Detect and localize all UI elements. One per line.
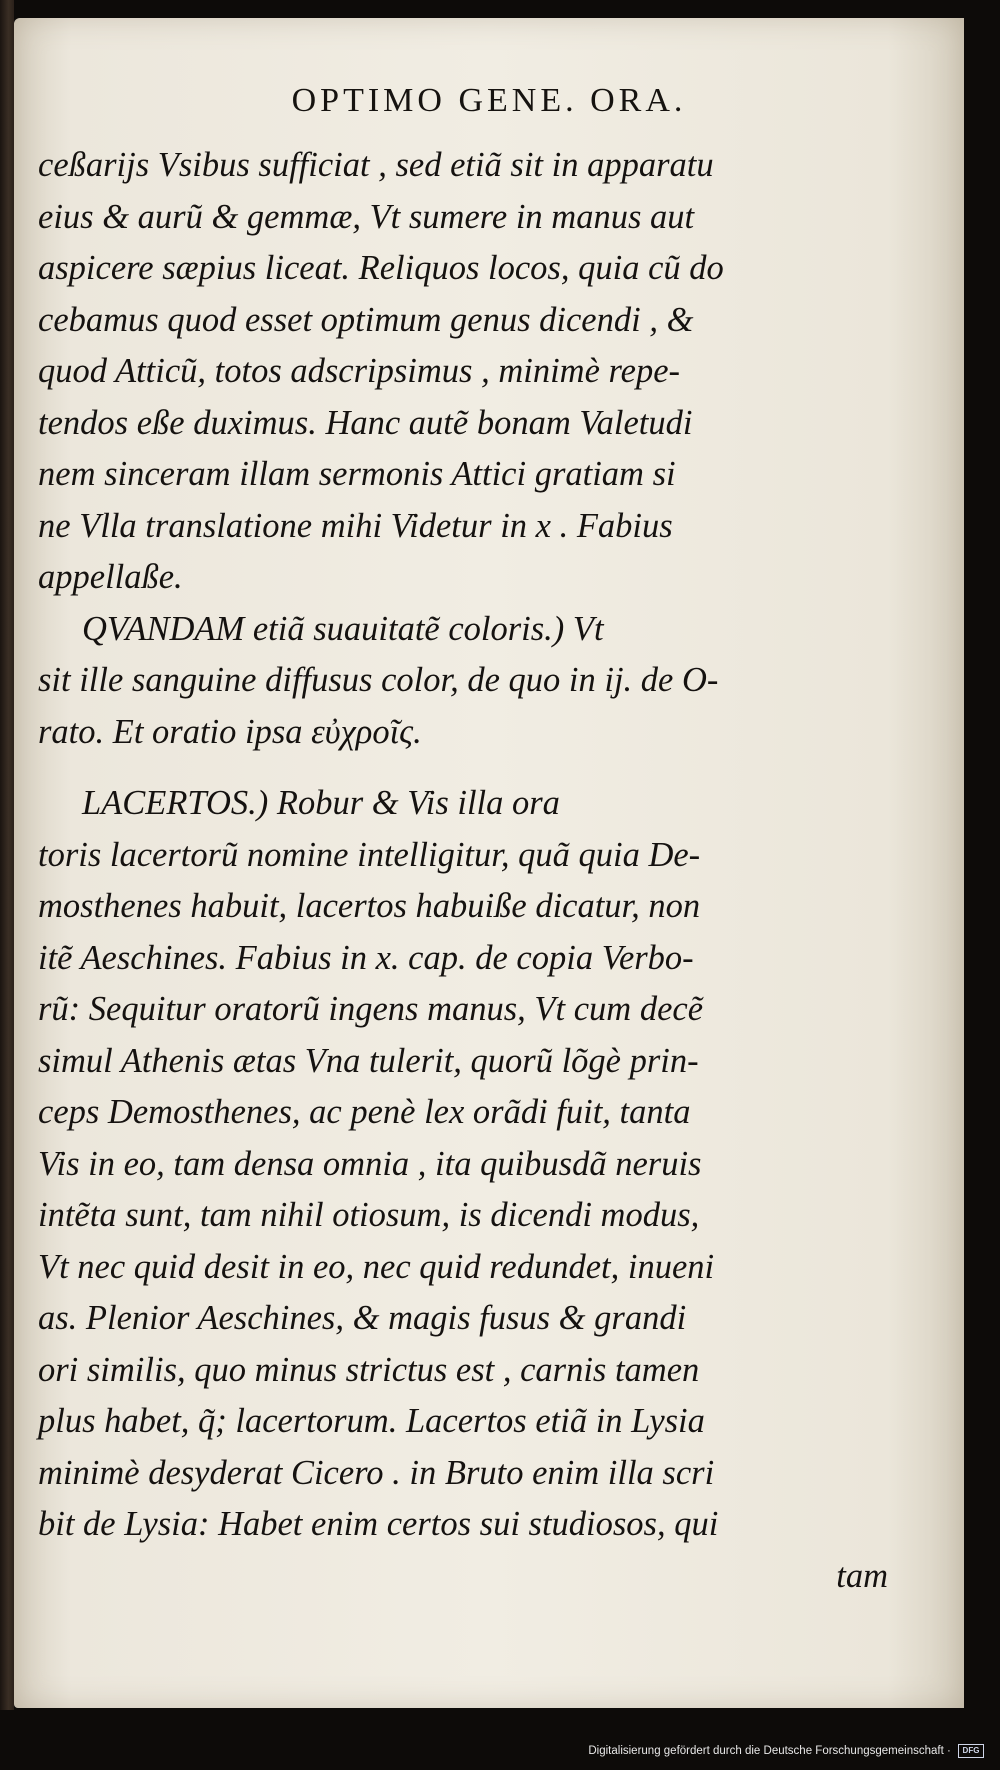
lemma-line: LACERTOS.) Robur & Vis illa ora (82, 784, 560, 822)
text-line: nem sinceram illam sermonis Attici gratiam si (38, 455, 676, 493)
text-block (38, 140, 918, 1602)
text-line: aspicere sæpius liceat. Reliquos locos, quia cũ do (38, 249, 724, 287)
paragraph-gap (38, 758, 918, 778)
text-line: simul Athenis ætas Vna tulerit, quorũ lõgè prin- (38, 1041, 699, 1080)
text-line: cebamus quod esset optimum genus dicendi , & (38, 300, 694, 339)
text-line: minimè desyderat Cicero . in Bruto enim illa scri (38, 1453, 715, 1492)
digitization-credit (0, 1744, 1000, 1766)
catchword: tam (836, 1556, 888, 1595)
running-head: OPTIMO GENE. ORA. (291, 82, 687, 119)
text-line: sit ille sanguine diffusus color, de quo in ij. de O- (38, 661, 719, 699)
dfg-logo-icon: DFG (958, 1744, 984, 1758)
text-line: plus habet, q̃; lacertorum. Lacertos etiã in Lysia (38, 1402, 705, 1440)
text-line: quod Atticũ, totos adscripsimus , minimè repe- (38, 352, 681, 390)
text-line: appellaße. (38, 558, 183, 596)
text-line: ori similis, quo minus strictus est , carnis tamen (38, 1350, 700, 1389)
text-line: Vis in eo, tam densa omnia , ita quibusdã neruis (38, 1144, 702, 1183)
text-line: as. Plenior Aeschines, & magis fusus & grandi (38, 1299, 687, 1337)
text-line: eius & aurũ & gemmæ, Vt sumere in manus aut (38, 197, 695, 236)
text-line: mosthenes habuit, lacertos habuiße dicatur, non (38, 887, 701, 925)
lemma-line: QVANDAM etiã suauitatẽ coloris.) Vt (82, 609, 604, 648)
text-line: itẽ Aeschines. Fabius in x. cap. de copia Verbo- (38, 938, 694, 977)
text-line: ceßarijs Vsibus sufficiat , sed etiã sit in apparatu (38, 146, 714, 184)
text-line: intẽta sunt, tam nihil otiosum, is dicendi modus, (38, 1196, 700, 1234)
text-line: rato. Et oratio ipsa εὐχροῖς. (38, 712, 422, 751)
text-line: Vt nec quid desit in eo, nec quid redundet, inueni (38, 1247, 715, 1286)
text-line: ne Vlla translatione mihi Videtur in x . Fabius (38, 506, 673, 545)
text-line: rũ: Sequitur oratorũ ingens manus, Vt cum decẽ (38, 990, 704, 1028)
text-line: ceps Demosthenes, ac penè lex orãdi fuit, tanta (38, 1093, 691, 1131)
text-line: bit de Lysia: Habet enim certos sui studiosos, qui (38, 1505, 719, 1543)
text-line: tendos eße duximus. Hanc autẽ bonam Valetudi (38, 403, 693, 442)
book-page (14, 18, 964, 1708)
text-line: toris lacertorũ nomine intelligitur, quã quia De- (38, 835, 701, 874)
book-spine-edge (0, 0, 14, 1710)
credit-text: Digitalisierung gefördert durch die Deutsche Forschungsgemeinschaft · (588, 1745, 951, 1758)
